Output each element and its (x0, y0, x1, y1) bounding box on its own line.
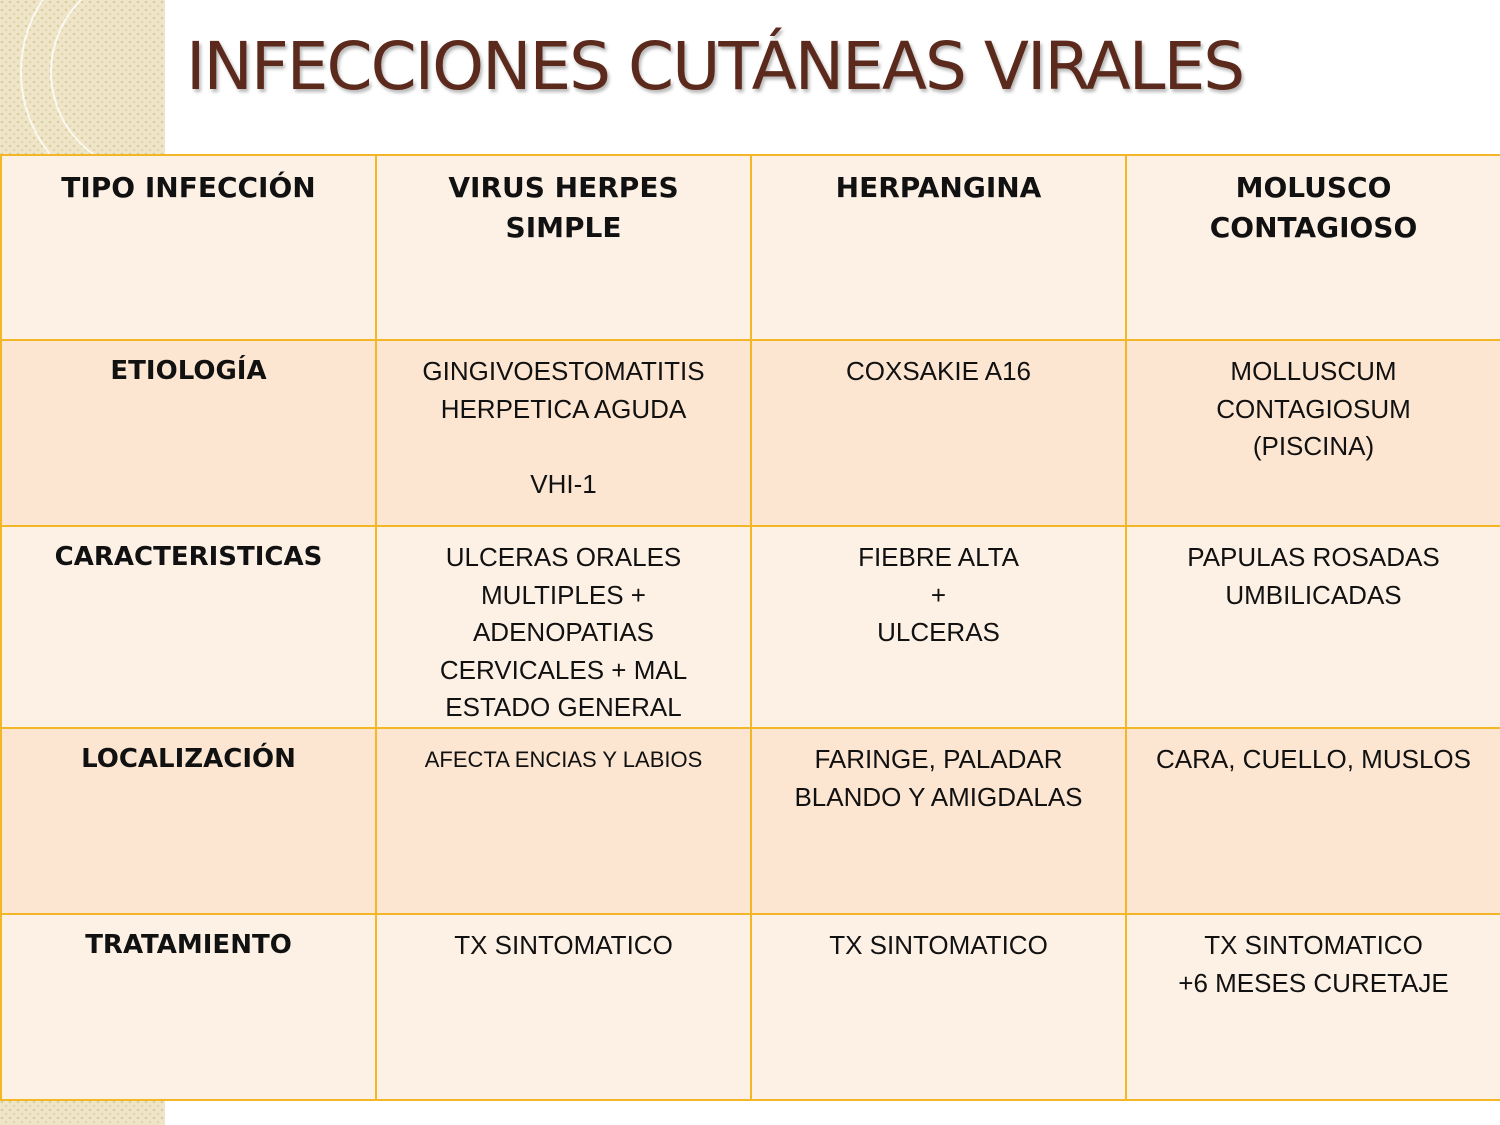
table-row-etiology (1, 340, 1500, 526)
table-cell: ULCERAS ORALES MULTIPLES + ADENOPATIAS CERVICALES + MAL ESTADO GENERAL (376, 526, 751, 728)
decorative-texture-panel (0, 0, 165, 155)
table-cell: FARINGE, PALADAR BLANDO Y AMIGDALAS (751, 728, 1126, 914)
decorative-texture-strip (0, 1100, 165, 1125)
header-cell-molluscum: MOLUSCO CONTAGIOSO (1126, 155, 1500, 340)
table-header-row (1, 155, 1500, 340)
table-cell: COXSAKIE A16 (751, 340, 1126, 526)
row-label: CARACTERISTICAS (1, 526, 376, 728)
row-label: ETIOLOGÍA (1, 340, 376, 526)
table-cell: TX SINTOMATICO (751, 914, 1126, 1100)
viral-infections-table (0, 154, 1500, 1101)
table-cell: PAPULAS ROSADAS UMBILICADAS (1126, 526, 1500, 728)
table-cell: GINGIVOESTOMATITIS HERPETICA AGUDA VHI-1 (376, 340, 751, 526)
row-label: LOCALIZACIÓN (1, 728, 376, 914)
table-cell: AFECTA ENCIAS Y LABIOS (376, 728, 751, 914)
table-cell: FIEBRE ALTA + ULCERAS (751, 526, 1126, 728)
header-cell-infection-type: TIPO INFECCIÓN (1, 155, 376, 340)
table-cell: TX SINTOMATICO (376, 914, 751, 1100)
header-cell-herpangina: HERPANGINA (751, 155, 1126, 340)
table-row-treatment (1, 914, 1500, 1100)
row-label: TRATAMIENTO (1, 914, 376, 1100)
table-row-characteristics (1, 526, 1500, 728)
table-cell: CARA, CUELLO, MUSLOS (1126, 728, 1500, 914)
table-cell: TX SINTOMATICO +6 MESES CURETAJE (1126, 914, 1500, 1100)
table-row-location (1, 728, 1500, 914)
slide-title: INFECCIONES CUTÁNEAS VIRALES (186, 28, 1244, 105)
table-cell: MOLLUSCUM CONTAGIOSUM (PISCINA) (1126, 340, 1500, 526)
header-cell-herpes-simplex: VIRUS HERPES SIMPLE (376, 155, 751, 340)
